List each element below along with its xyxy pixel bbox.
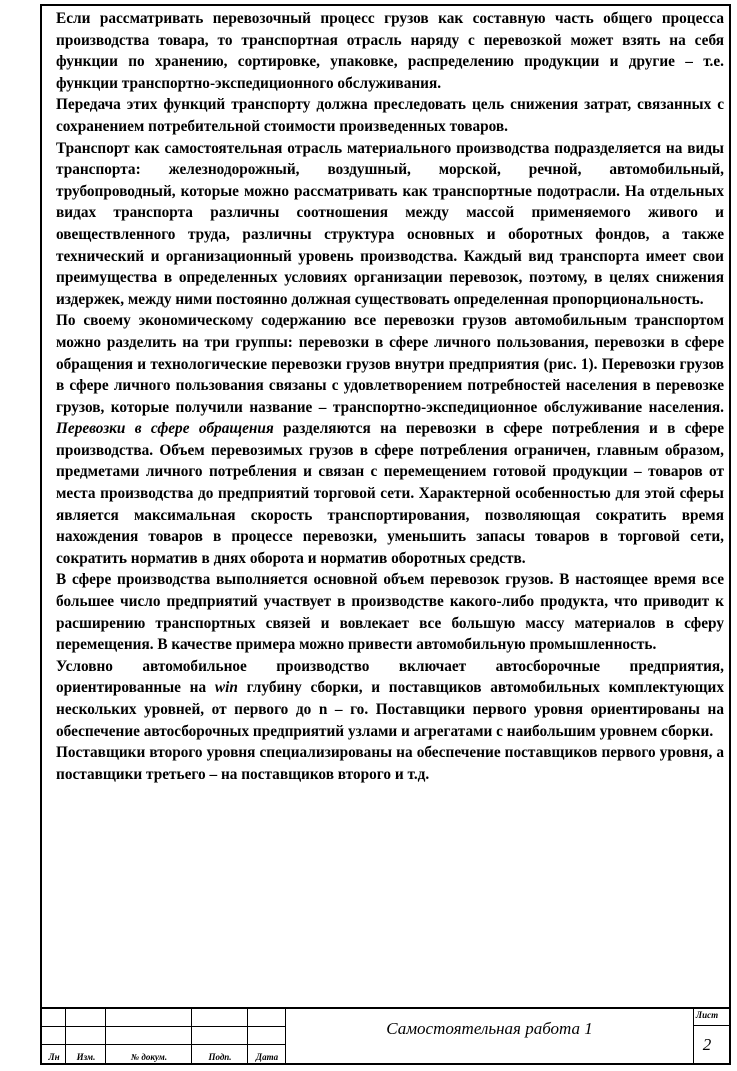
stamp-label-line: Лн bbox=[48, 1052, 60, 1062]
sheet-label: Лист bbox=[695, 1010, 719, 1020]
paragraph-4-emphasis: Перевозки в сфере обращения bbox=[56, 420, 274, 438]
paragraph-3: Транспорт как самостоятельная отрасль материального производства подразделяется на виды транспорта: железнодорожный, воздушный, морской, речной, автомобильный, трубопроводный, которые можно рассматривать как транспортные подотрасли. На отдельных видах транспорта различны соотношения между массой применяемого живого и овеществленного труда, различны структура основных и оборотных фондов, а также технический и организационный уровень производства. Каждый вид транспорта имеет свои преимущества в определенных условиях организации перевозок, поэтому, в целях снижения издержек, между ними постоянно должная существовать определенная пропорциональность. bbox=[56, 139, 724, 308]
stamp-sheet-rule bbox=[694, 1025, 729, 1026]
document-title: Самостоятельная работа 1 bbox=[386, 1019, 593, 1038]
stamp-label-change: Изм. bbox=[76, 1052, 96, 1062]
paragraph-6-text: Условно автомобильное производство включает автосборочные предприятия, ориентированные на bbox=[56, 657, 724, 697]
stamp-label-docnum: № докум. bbox=[130, 1052, 168, 1062]
sheet-number: 2 bbox=[702, 1035, 712, 1054]
title-block-stamp bbox=[42, 1007, 729, 1063]
paragraph-6-tail: глубину сборки, и поставщиков автомобильных комплектующих нескольких уровней, от первого до n – го. Поставщики первого уровня ориентированы на обеспечение автосборочных предприятий узлами и агрегатами с наибольшим уровнем сборки. bbox=[56, 679, 725, 740]
document-body bbox=[56, 8, 724, 785]
paragraph-6-emphasis: win bbox=[214, 679, 238, 697]
stamp-label-signature: Подп. bbox=[208, 1052, 232, 1062]
page-frame bbox=[40, 4, 731, 1065]
paragraph-5: В сфере производства выполняется основной объем перевозок грузов. В настоящее время все большее число предприятий участвует в производстве какого-либо продукта, что приводит к расширению транспортных связей и вовлекает все большую массу материалов в сферу перемещения. В качестве примера можно привести автомобильную промышленность. bbox=[56, 571, 724, 654]
stamp-row-rule-2 bbox=[42, 1044, 286, 1045]
paragraph-7: Поставщики второго уровня специализированы на обеспечение поставщиков первого уровня, а поставщики третьего – на поставщиков второго и т.д. bbox=[56, 744, 724, 783]
paragraph-6 bbox=[56, 656, 724, 742]
stamp-row-rule-1 bbox=[42, 1026, 286, 1027]
paragraph-2: Передача этих функций транспорту должна преследовать цель снижения затрат, связанных с сохранением потребительной стоимости произведенных товаров. bbox=[56, 96, 724, 135]
paragraph-4-text: По своему экономическому содержанию все перевозки грузов автомобильным транспортом можно разделить на три группы: перевозки в сфере личного пользования, перевозки в сфере обращения и технологические перевозки грузов внутри предприятия (рис. 1). Перевозки грузов в сфере личного пользования связаны с удовлетворением потребностей населения в перевозке грузов, которые получили название – транспортно-экспедиционное обслуживание населения. bbox=[56, 312, 724, 416]
paragraph-4 bbox=[56, 310, 724, 569]
paragraph-4-tail: разделяются на перевозки в сфере потребления и в сфере производства. Объем перевозимых грузов в сфере потребления ограничен, главным образом, предметами личного потребления и связан с перемещением готовой продукции – товаров от места производства до предприятий торговой сети. Характерной особенностью для этой сферы является максимальная скорость транспортирования, позволяющая сократить время нахождения товаров в процессе перевозки, уменьшить запасы товаров в торговой сети, сократить норматив в днях оборота и норматив оборотных средств. bbox=[56, 420, 724, 567]
stamp-label-date: Дата bbox=[255, 1052, 279, 1062]
paragraph-1: Если рассматривать перевозочный процесс грузов как составную часть общего процесса производства товара, то транспортная отрасль наряду с перевозкой может взять на себя функции по хранению, сортировке, упаковке, распределению продукции и другие – т.е. функции транспортно-экспедиционного обслуживания. bbox=[56, 10, 724, 92]
